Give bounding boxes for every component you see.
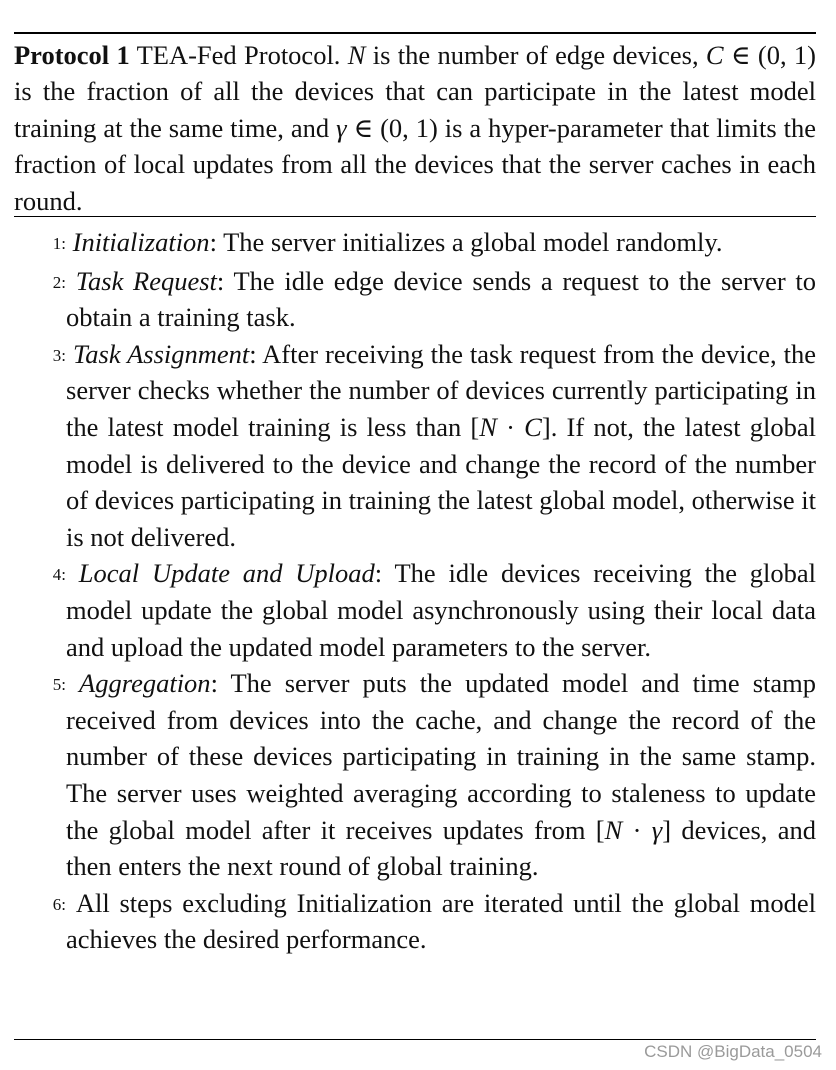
protocol-steps (14, 224, 816, 958)
step-number: 6: (52, 894, 66, 914)
step-heading: Task Request (75, 265, 217, 296)
math-bracket-open: [ (470, 411, 480, 442)
math-cdot: · (622, 814, 652, 845)
math-in: ∈ (723, 40, 758, 70)
step-body (66, 665, 816, 885)
protocol-label: Protocol 1 (14, 40, 130, 70)
caption-text: is a hyper-parameter that limits the fraction of local updates from all the devices that the server caches in each round. (14, 112, 816, 216)
math-N: N (479, 411, 497, 442)
math-C: C (524, 411, 542, 442)
caption-rule (14, 216, 816, 217)
step-heading: Task Assignment (72, 338, 250, 369)
math-gamma: γ (651, 814, 663, 845)
step-number: 5: (52, 675, 66, 695)
step-number: 3: (52, 345, 66, 365)
step-text: devices, and then enters the next round of global training. (66, 814, 816, 882)
step-text: : The server initializes a global model randomly. (209, 227, 723, 257)
step-5 (14, 665, 816, 885)
step-body (66, 555, 816, 665)
step-1 (14, 224, 816, 263)
step-4 (14, 555, 816, 665)
math-bracket-open: [ (595, 814, 605, 845)
math-C: C (705, 40, 724, 70)
step-text: : The idle edge device sends a request to the server to obtain a training task. (66, 265, 816, 333)
step-number: 2: (52, 272, 66, 292)
step-2 (14, 263, 816, 336)
step-body (66, 885, 816, 958)
watermark: CSDN @BigData_0504 (644, 1042, 822, 1061)
math-bracket-close: ] (541, 411, 551, 442)
math-N: N (347, 40, 366, 70)
top-rule (14, 32, 816, 34)
step-heading: Initialization (72, 227, 210, 257)
math-interval: (0, 1) (757, 40, 816, 70)
step-body (66, 263, 816, 336)
step-text: . If not, the latest global model is delivered to the device and change the record of the number of devices participating in training the latest global model, otherwise it is not delivered. (66, 411, 816, 552)
math-bracket-close: ] (662, 814, 672, 845)
step-heading: Local Update and Upload (78, 558, 375, 589)
step-3 (14, 336, 816, 556)
step-body (66, 336, 816, 556)
math-interval: (0, 1) (380, 112, 438, 143)
step-6 (14, 885, 816, 958)
step-number: 1: (52, 234, 66, 253)
caption-text: is the number of edge devices, (365, 40, 706, 70)
step-text: All steps excluding Initialization are iterated until the global model achieves the desired performance. (66, 887, 817, 955)
caption-text: TEA-Fed Protocol. (129, 40, 348, 70)
math-gamma: γ (336, 112, 347, 143)
protocol-caption (14, 37, 816, 219)
step-text: : The server puts the updated model and time stamp received from devices into the cache, and change the record of the number of these devices participating in training in the same stamp. The server uses weighted averaging according to staleness to update the global model after it receives updates from (66, 668, 817, 845)
math-cdot: · (496, 411, 525, 442)
caption-text: is the fraction of all the devices that can participate in the latest model training at the same time, and (14, 76, 816, 143)
step-number: 4: (52, 565, 66, 585)
math-N: N (604, 814, 623, 845)
step-text: : The idle devices receiving the global model update the global model asynchronously using their local data and upload the updated model parameters to the server. (66, 558, 817, 662)
step-body (66, 224, 816, 261)
math-in: ∈ (346, 112, 381, 143)
step-text: : After receiving the task request from the device, the server checks whether the number of devices currently participating in the latest model training is less than (66, 338, 816, 442)
step-heading: Aggregation (79, 668, 211, 699)
